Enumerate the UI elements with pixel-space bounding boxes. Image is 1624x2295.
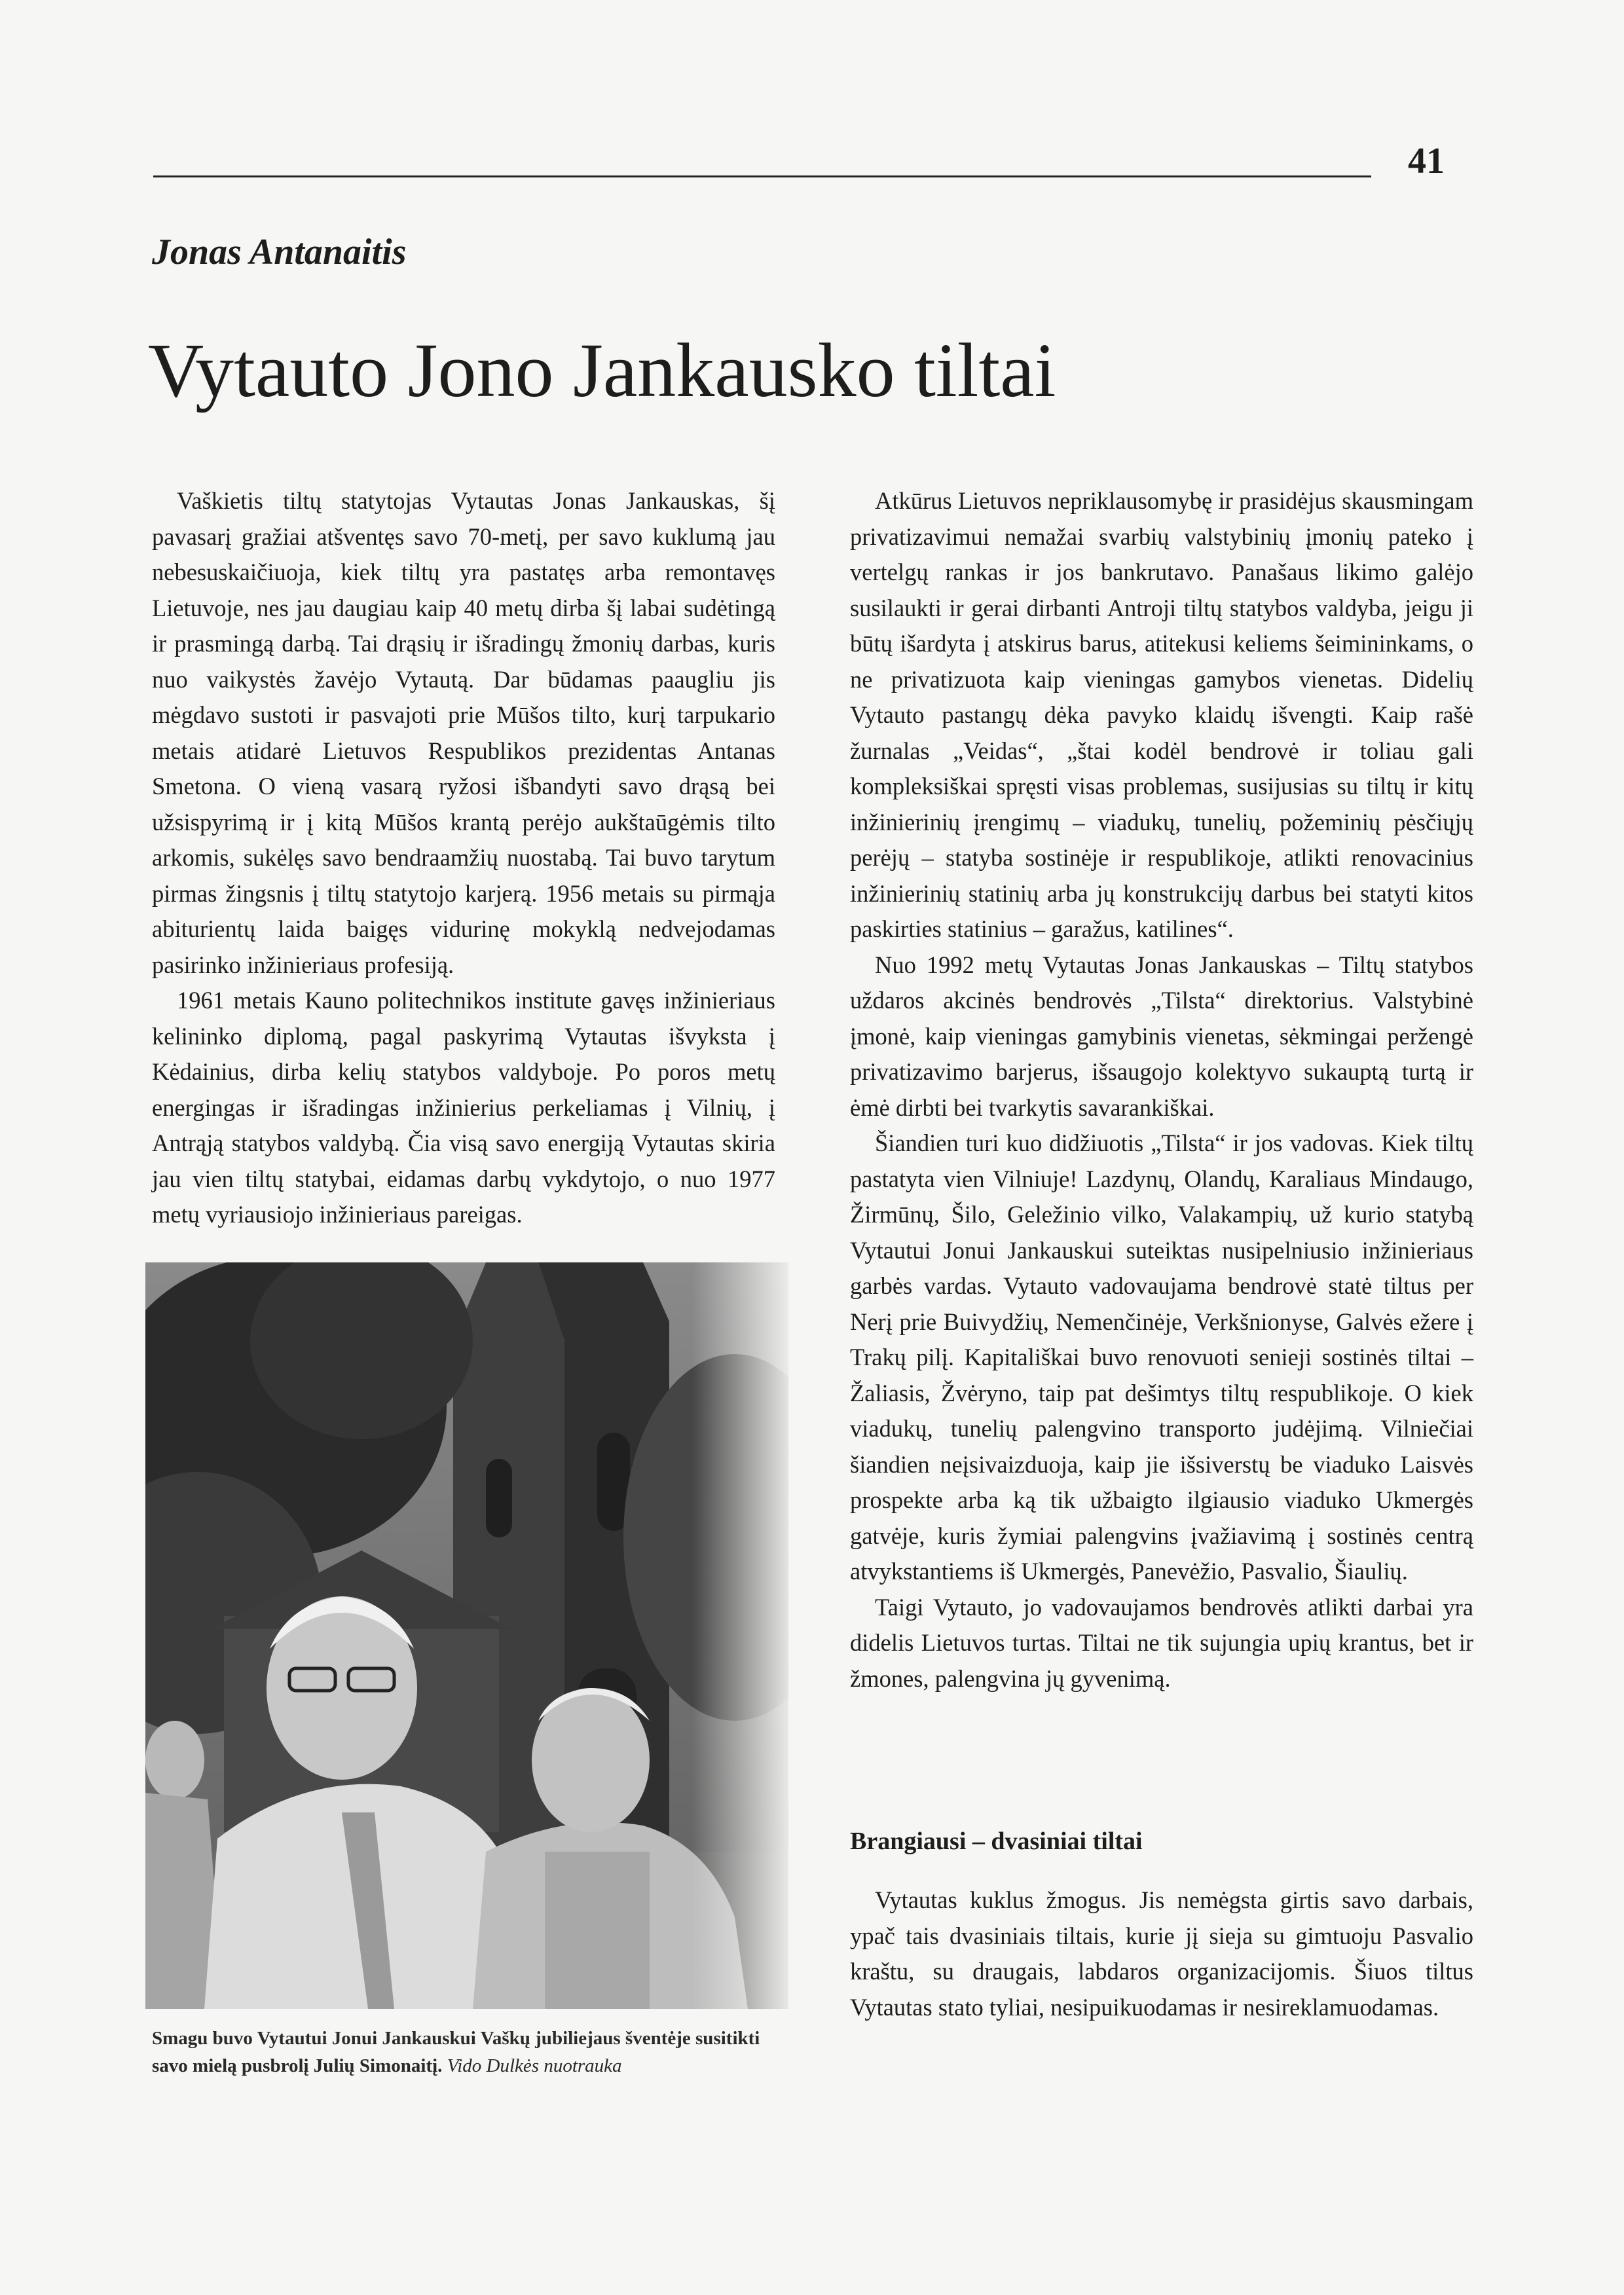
paragraph: Nuo 1992 metų Vytautas Jonas Jankauskas – Tiltų statybos uždaros akcinės bendrovės „Tilsta“ direktorius. Valstybinė įmonė, kaip vieningas gamybinis vienetas, sėkmingai peržengė privatizavimo barjerus, išsaugojo kolektyvo sukauptą turtą ir ėmė dirbti bei tvarkytis savarankiškai. [850, 951, 1473, 1121]
header-rule [153, 175, 1371, 177]
article-title: Vytauto Jono Jankausko tiltai [148, 327, 1056, 413]
left-column [152, 483, 775, 1233]
paragraph: Vaškietis tiltų statytojas Vytautas Jonas Jankauskas, šį pavasarį gražiai atšventęs savo 70-metį, per savo kuklumą jau nebesuskaičiuoja, kiek tiltų yra pastatęs arba remontavęs Lietuvoje, nes jau daugiau kaip 40 metų dirba šį labai sudėtingą ir prasmingą darbą. Tai drąsių ir išradingų žmonių darbas, kuris nuo vaikystės žavėjo Vytautą. Dar būdamas paaugliu jis mėgdavo sustoti ir pasvajoti prie Mūšos tilto, kurį tarpukario metais atidarė Lietuvos Respublikos prezidentas Antanas Smetona. O vieną vasarą ryžosi išbandyti savo drąsą bei užsispyrimą ir į kitą Mūšos krantą perėjo aukštaūgėmis tilto arkomis, sukėlęs savo bendraamžių nuostabą. Tai buvo tarytum pirmas žingsnis į tiltų statytojo karjerą. 1956 metais su pirmąja abiturientų laida baigęs vidurinę mokyklą nedvejodamas pasirinko inžinieriaus profesiją. [152, 487, 775, 978]
paragraph: Šiandien turi kuo didžiuotis „Tilsta“ ir jos vadovas. Kiek tiltų pastatyta vien Vilniuje! Lazdynų, Olandų, Karaliaus Mindaugo, Žirmūnų, Šilo, Geležinio vilko, Valakampių, už kurio statybą Vytautui Jonui Jankauskui suteiktas nusipelniusio inžinieriaus garbės vardas. Vytauto vadovaujama bendrovė statė tiltus per Nerį prie Buivydžių, Nemenčinėje, Verkšnionyse, Galvės ežere į Trakų pilį. Kapitališkai buvo renovuoti senieji sostinės tiltai – Žaliasis, Žvėryno, taip pat dešimtys tiltų respublikoje. O kiek viadukų, tunelių palengvino transporto judėjimą. Vilniečiai šiandien neįsivaizduoja, kaip jie išsiverstų be viaduko Laisvės prospekte arba ką tik užbaigto ilgiausio viaduko Ukmergės gatvėje, kuris žymiai palengvins įvažiavimą į sostinės centrą atvykstantiems iš Ukmergės, Panevėžio, Pasvalio, Šiaulių. [850, 1129, 1473, 1585]
photo-credit: Vido Dulkės nuotrauka [447, 2055, 622, 2076]
paragraph: Vytautas kuklus žmogus. Jis nemėgsta girtis savo darbais, ypač tais dvasiniais tiltais, kurie jį sieja su gimtuoju Pasvalio kraštu, su draugais, labdaros organizacijomis. Šiuos tiltus Vytautas stato tyliai, nesipuikuodamas ir nesireklamuodamas. [850, 1886, 1473, 2021]
section-heading: Brangiausi – dvasiniai tiltai [850, 1827, 1143, 1855]
right-column [850, 483, 1473, 1697]
paragraph: Atkūrus Lietuvos nepriklausomybę ir prasidėjus skausmingam privatizavimui nemažai svarbių valstybinių įmonių pateko į vertelgų rankas ir jos bankrutavo. Panašaus likimo galėjo susilaukti ir gerai dirbanti Antroji tiltų statybos valdyba, jeigu ji būtų išardyta į atskirus barus, atitekusi keliems šeimininkams, o ne privatizuota kaip vieningas gamybos vienetas. Didelių Vytauto pastangų dėka pavyko klaidų išvengti. Kaip rašė žurnalas „Veidas“, „štai kodėl bendrovė ir toliau gali kompleksiškai spręsti visas problemas, susijusias su tiltų ir kitų inžinierinių įrengimų – viadukų, tunelių, požeminių pėsčiųjų perėjų – statyba sostinėje ir respublikoje, atlikti renovacinius inžinierinių statinių arba jų konstrukcijų darbus bei statyti kitos paskirties statinius – garažus, katilines“. [850, 487, 1473, 942]
photo-caption [152, 2025, 781, 2080]
paragraph: 1961 metais Kauno politechnikos institute gavęs inžinieriaus kelininko diplomą, pagal paskyrimą Vytautas išvyksta į Kėdainius, dirba kelių statybos valdyboje. Po poros metų energingas ir išradingas inžinierius perkeliamas į Vilnių, į Antrąją statybos valdybą. Čia visą savo energiją Vytautas skiria jau vien tiltų statybai, eidamas darbų vykdytojo, o nuo 1977 metų vyriausiojo inžinieriaus pareigas. [152, 987, 775, 1228]
section-body [850, 1882, 1473, 2025]
photo-illustration [145, 1262, 788, 2009]
article-photo [145, 1262, 788, 2009]
paragraph: Taigi Vytauto, jo vadovaujamos bendrovės atlikti darbai yra didelis Lietuvos turtas. Tiltai ne tik sujungia upių krantus, bet ir žmones, palengvina jų gyvenimą. [850, 1593, 1473, 1692]
page-number: 41 [1408, 141, 1445, 181]
author-name: Jonas Antanaitis [152, 232, 407, 272]
caption-text: Smagu buvo Vytautui Jonui Jankauskui Vaškų jubiliejaus šventėje susitikti savo mielą pusbrolį Julių Simonaitį. [152, 2028, 760, 2076]
